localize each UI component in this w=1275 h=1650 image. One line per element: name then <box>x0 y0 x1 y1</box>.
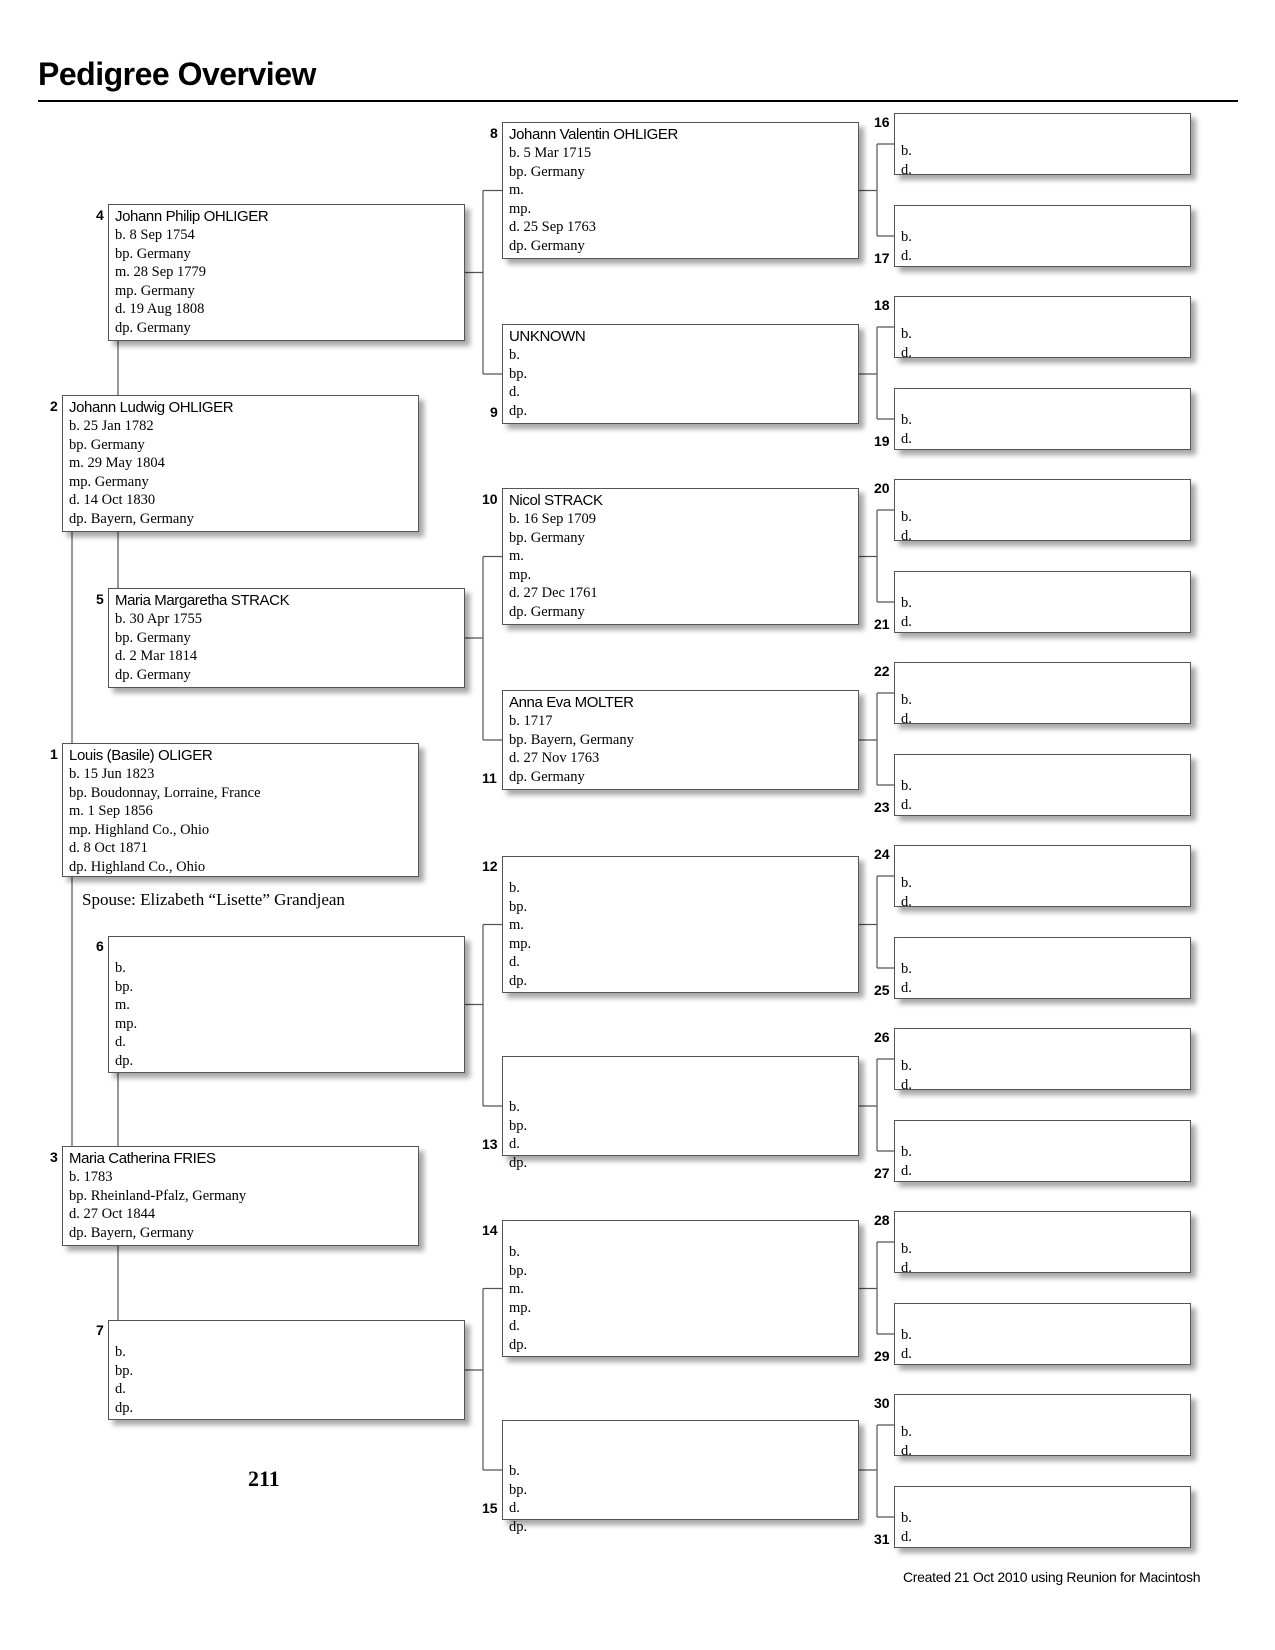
person-box-5 <box>108 588 465 688</box>
person-fact: b. <box>509 880 520 896</box>
person-fact: dp. Germany <box>509 768 585 785</box>
person-box-1 <box>62 743 419 877</box>
person-fact: b. <box>901 1144 912 1160</box>
person-fact: mp. <box>509 566 532 583</box>
person-fact: dp. <box>509 402 528 419</box>
person-fact: b. <box>509 1244 520 1260</box>
person-fact: dp. <box>509 1154 528 1171</box>
person-box-25 <box>894 937 1191 999</box>
person-number-12: 12 <box>482 858 498 874</box>
person-fact: mp. <box>509 200 532 217</box>
person-box-3 <box>62 1146 419 1246</box>
person-box-28 <box>894 1211 1191 1276</box>
person-fact: bp. Germany <box>115 629 191 646</box>
person-fact: d. <box>509 1136 520 1152</box>
person-fact: d. <box>509 384 520 400</box>
person-box-22 <box>894 662 1191 727</box>
person-number-16: 16 <box>874 114 890 130</box>
person-box-10 <box>502 488 859 625</box>
person-number-18: 18 <box>874 297 890 313</box>
person-fact: d. 25 Sep 1763 <box>509 219 596 235</box>
person-fact: bp. Boudonnay, Lorraine, France <box>69 784 261 801</box>
person-fact: dp. <box>509 1336 528 1353</box>
person-fact: bp. Germany <box>509 163 585 180</box>
person-fact: d. <box>901 1259 912 1276</box>
person-number-5: 5 <box>96 591 104 607</box>
person-number-20: 20 <box>874 480 890 496</box>
person-fact: m. 1 Sep 1856 <box>69 803 153 819</box>
person-number-7: 7 <box>96 1322 104 1338</box>
person-fact: mp. <box>509 1299 532 1316</box>
person-fact: d. <box>509 1500 520 1516</box>
person-fact: d. 19 Aug 1808 <box>115 301 205 317</box>
person-box-15 <box>502 1420 859 1535</box>
person-fact: dp. <box>115 1399 134 1416</box>
person-number-1: 1 <box>50 746 58 762</box>
person-box-20 <box>894 479 1191 544</box>
person-fact: d. <box>901 161 912 178</box>
person-fact: mp. Highland Co., Ohio <box>69 821 210 838</box>
person-fact: b. <box>901 509 912 525</box>
person-fact: bp. Rheinland-Pfalz, Germany <box>69 1187 247 1204</box>
person-fact: bp. <box>509 1117 528 1134</box>
person-fact: b. <box>901 229 912 245</box>
page-title: Pedigree Overview <box>38 56 316 92</box>
person-fact: d. <box>901 1345 912 1362</box>
person-number-21: 21 <box>874 616 890 632</box>
person-fact: b. <box>901 595 912 611</box>
person-number-23: 23 <box>874 799 890 815</box>
person-fact: bp. <box>509 365 528 382</box>
spouse-line: Spouse: Elizabeth “Lisette” Grandjean <box>82 890 345 909</box>
person-fact: d. <box>901 247 912 264</box>
person-number-3: 3 <box>50 1149 58 1165</box>
person-box-14 <box>502 1220 859 1357</box>
person-fact: dp. Highland Co., Ohio <box>69 858 206 875</box>
person-fact: b. 1783 <box>69 1169 113 1185</box>
person-fact: dp. Germany <box>115 319 191 336</box>
person-box-8 <box>502 122 859 259</box>
person-fact: dp. <box>509 1518 528 1535</box>
person-number-25: 25 <box>874 982 890 998</box>
person-fact: mp. Germany <box>115 282 195 299</box>
person-fact: d. <box>901 1076 912 1093</box>
person-box-6 <box>108 936 465 1073</box>
person-fact: b. <box>509 1463 520 1479</box>
person-number-10: 10 <box>482 491 498 507</box>
person-fact: d. <box>115 1034 126 1050</box>
person-fact: b. 25 Jan 1782 <box>69 418 154 434</box>
person-fact: b. 1717 <box>509 713 553 729</box>
person-fact: b. <box>901 1241 912 1257</box>
person-fact: b. <box>901 1510 912 1526</box>
person-name <box>509 1443 852 1462</box>
person-box-7 <box>108 1320 465 1420</box>
person-number-8: 8 <box>490 125 498 141</box>
person-name: Johann Philip OHLIGER <box>115 208 269 225</box>
person-fact: m. <box>509 917 524 933</box>
person-fact: d. 2 Mar 1814 <box>115 648 198 664</box>
person-fact: d. 27 Nov 1763 <box>509 750 600 766</box>
person-fact: dp. Germany <box>509 603 585 620</box>
person-fact: dp. Germany <box>509 237 585 254</box>
person-fact: bp. Germany <box>115 245 191 262</box>
person-number-24: 24 <box>874 846 890 862</box>
person-fact: b. 15 Jun 1823 <box>69 766 155 782</box>
person-fact: d. 8 Oct 1871 <box>69 840 148 856</box>
person-fact: b. 30 Apr 1755 <box>115 611 202 627</box>
person-fact: b. 16 Sep 1709 <box>509 511 596 527</box>
person-box-27 <box>894 1120 1191 1182</box>
person-box-26 <box>894 1028 1191 1093</box>
person-box-19 <box>894 388 1191 450</box>
person-fact: d. 27 Oct 1844 <box>69 1206 156 1222</box>
person-name: Johann Ludwig OHLIGER <box>69 399 234 416</box>
person-fact: bp. <box>115 1362 134 1379</box>
person-fact: b. 8 Sep 1754 <box>115 227 195 243</box>
person-box-11 <box>502 690 859 790</box>
person-fact: b. <box>901 692 912 708</box>
person-fact: dp. <box>509 972 528 989</box>
person-fact: d. <box>509 1318 520 1334</box>
person-box-29 <box>894 1303 1191 1365</box>
person-box-18 <box>894 296 1191 361</box>
person-fact: bp. Germany <box>69 436 145 453</box>
person-number-6: 6 <box>96 938 104 954</box>
person-fact: d. <box>901 527 912 544</box>
person-number-9: 9 <box>490 404 498 420</box>
person-box-24 <box>894 845 1191 910</box>
person-fact: b. <box>901 1424 912 1440</box>
page-number: 211 <box>248 1466 280 1491</box>
person-fact: d. <box>509 954 520 970</box>
person-fact: d. <box>901 1528 912 1545</box>
person-number-27: 27 <box>874 1165 890 1181</box>
person-name: Nicol STRACK <box>509 492 603 509</box>
person-fact: d. <box>901 893 912 910</box>
person-name: Maria Catherina FRIES <box>69 1150 216 1167</box>
person-fact: dp. Bayern, Germany <box>69 1224 194 1241</box>
person-fact: m. <box>509 548 524 564</box>
person-number-2: 2 <box>50 398 58 414</box>
person-fact: b. <box>509 1099 520 1115</box>
person-fact: d. <box>115 1381 126 1397</box>
person-number-14: 14 <box>482 1222 498 1238</box>
person-box-13 <box>502 1056 859 1171</box>
person-fact: d. <box>901 613 912 630</box>
person-name: UNKNOWN <box>509 328 586 345</box>
person-fact: m. <box>509 182 524 198</box>
person-fact: d. <box>901 710 912 727</box>
person-number-17: 17 <box>874 250 890 266</box>
person-fact: b. <box>901 143 912 159</box>
person-name: Louis (Basile) OLIGER <box>69 747 213 764</box>
person-fact: b. <box>901 875 912 891</box>
person-number-11: 11 <box>482 770 497 786</box>
person-box-16 <box>894 113 1191 178</box>
person-fact: d. <box>901 344 912 361</box>
person-box-9 <box>502 324 859 424</box>
person-fact: b. <box>901 412 912 428</box>
person-fact: d. <box>901 796 912 813</box>
person-number-29: 29 <box>874 1348 890 1364</box>
person-fact: mp. <box>115 1015 138 1032</box>
person-number-19: 19 <box>874 433 890 449</box>
person-fact: m. 28 Sep 1779 <box>115 264 207 280</box>
person-fact: d. <box>901 430 912 447</box>
person-fact: d. 14 Oct 1830 <box>69 492 156 508</box>
person-fact: b. <box>901 1327 912 1343</box>
person-box-30 <box>894 1394 1191 1459</box>
person-fact: b. 5 Mar 1715 <box>509 145 592 161</box>
person-number-13: 13 <box>482 1136 498 1152</box>
person-fact: dp. <box>115 1052 134 1069</box>
person-name: Johann Valentin OHLIGER <box>509 126 678 143</box>
person-name: Maria Margaretha STRACK <box>115 592 290 609</box>
person-fact: dp. Germany <box>115 666 191 683</box>
person-fact: d. <box>901 1162 912 1179</box>
person-fact: b. <box>115 1344 126 1360</box>
person-fact: dp. Bayern, Germany <box>69 510 194 527</box>
footer-credit: Created 21 Oct 2010 using Reunion for Macintosh <box>903 1569 1201 1585</box>
person-number-4: 4 <box>96 207 104 223</box>
person-box-4 <box>108 204 465 341</box>
person-fact: b. <box>901 326 912 342</box>
person-fact: bp. Germany <box>509 529 585 546</box>
person-fact: b. <box>115 960 126 976</box>
person-fact: bp. <box>509 898 528 915</box>
person-fact: m. 29 May 1804 <box>69 455 165 471</box>
person-fact: bp. Bayern, Germany <box>509 731 634 748</box>
person-number-26: 26 <box>874 1029 890 1045</box>
person-box-23 <box>894 754 1191 816</box>
person-number-22: 22 <box>874 663 890 679</box>
person-box-21 <box>894 571 1191 633</box>
person-fact: bp. <box>509 1262 528 1279</box>
person-number-30: 30 <box>874 1395 890 1411</box>
person-box-12 <box>502 856 859 993</box>
person-number-15: 15 <box>482 1500 498 1516</box>
person-fact: mp. <box>509 935 532 952</box>
person-fact: b. <box>901 1058 912 1074</box>
person-name: Anna Eva MOLTER <box>509 694 634 711</box>
person-box-17 <box>894 205 1191 267</box>
person-fact: d. <box>901 1442 912 1459</box>
person-fact: mp. Germany <box>69 473 149 490</box>
person-number-31: 31 <box>874 1531 890 1547</box>
person-fact: bp. <box>115 978 134 995</box>
person-fact: d. <box>901 979 912 996</box>
person-fact: d. 27 Dec 1761 <box>509 585 598 601</box>
person-fact: b. <box>901 778 912 794</box>
person-fact: bp. <box>509 1481 528 1498</box>
person-fact: m. <box>509 1281 524 1297</box>
person-box-31 <box>894 1486 1191 1548</box>
person-name <box>509 1079 852 1098</box>
person-fact: b. <box>901 961 912 977</box>
person-box-2 <box>62 395 419 532</box>
person-fact: b. <box>509 347 520 363</box>
person-number-28: 28 <box>874 1212 890 1228</box>
person-fact: m. <box>115 997 130 1013</box>
